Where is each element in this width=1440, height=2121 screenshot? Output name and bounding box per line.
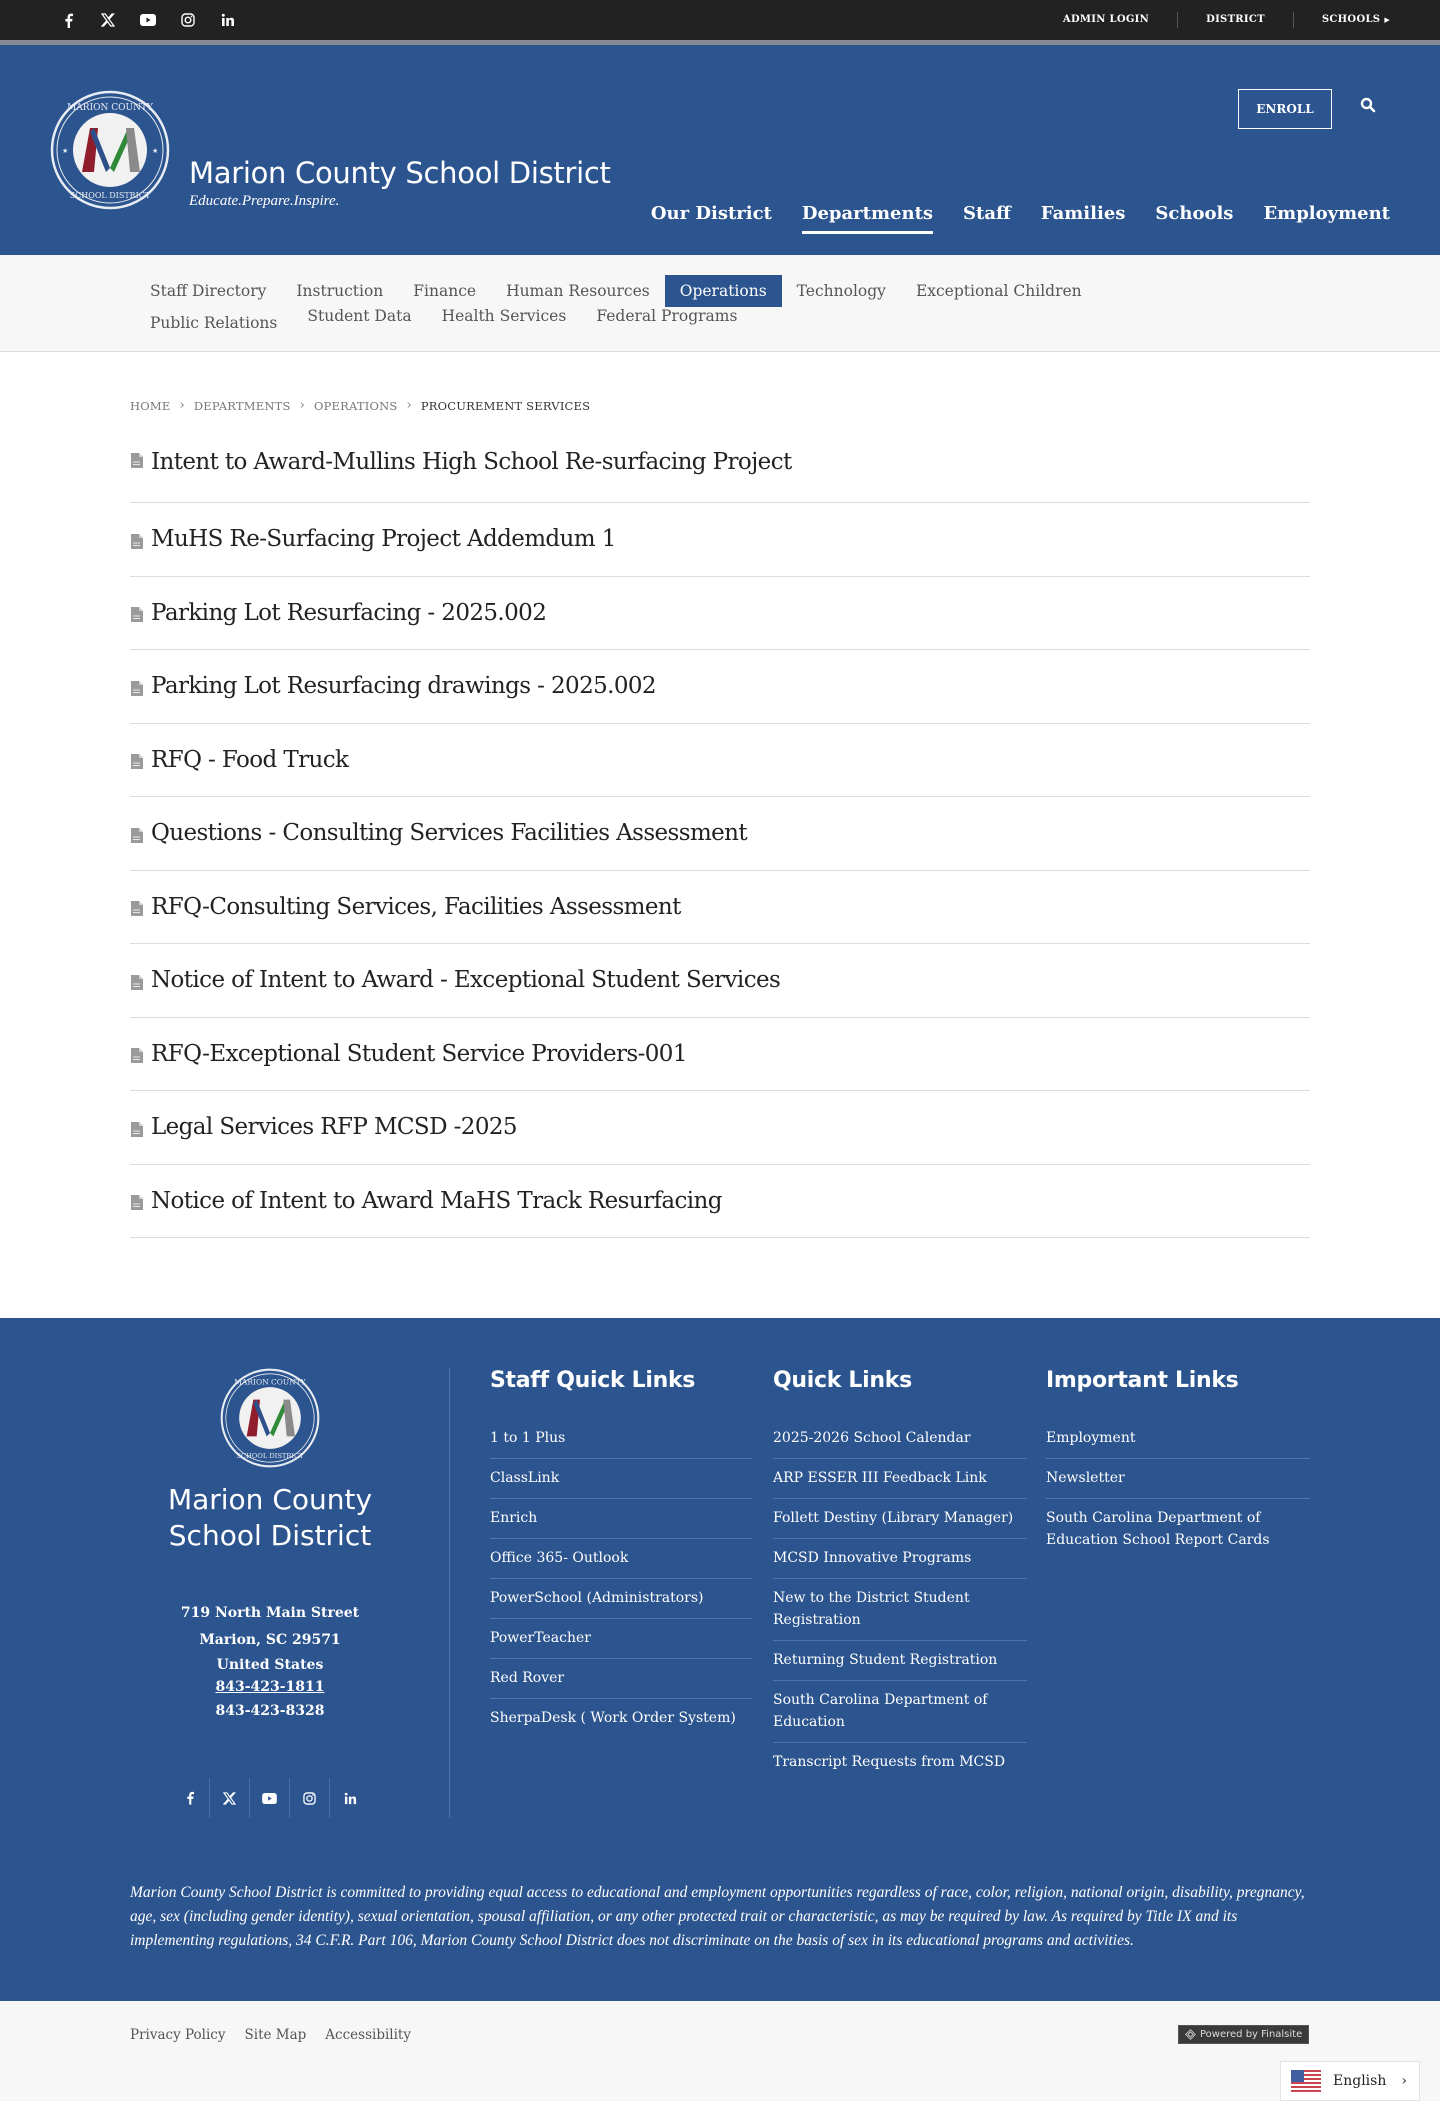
subnav-federal-programs[interactable]: Federal Programs [596,307,738,325]
youtube-icon[interactable] [140,12,156,28]
document-link[interactable] [130,724,1310,798]
footer-seal-logo[interactable] [220,1368,320,1468]
subnav-public-relations[interactable]: Public Relations [150,314,278,332]
document-icon [130,1122,143,1137]
address-city: Marion, SC 29571 [199,1632,341,1648]
staff-link[interactable]: PowerSchool (Administrators) [490,1579,752,1619]
nondiscrimination-statement: Marion County School District is committed to providing equal access to educational and employment opportunities regardless of race, color, religion, national origin, disability, pregnancy, age, sex (including gender identity), sexual orientation, spousal affiliation, or any other protected trait or characteristic, as may be required by law. As required by Title IX and its implementing regulations, 34 C.F.R. Part 106, Marion County School District does not discriminate on the basis of sex in its educational programs and activities. [130,1884,1305,1949]
instagram-icon[interactable] [290,1778,330,1818]
svg-text:SCHOOL DISTRICT: SCHOOL DISTRICT [236,1452,304,1460]
linkedin-icon[interactable] [330,1778,370,1818]
staff-quick-links [490,1368,752,1738]
staff-link[interactable]: Office 365- Outlook [490,1539,752,1579]
important-link[interactable]: South Carolina Department of Education School Report Cards [1046,1510,1270,1548]
quick-link[interactable]: Transcript Requests from MCSD [773,1754,1006,1770]
quick-link[interactable]: MCSD Innovative Programs [773,1539,1027,1579]
utility-links [1035,12,1390,28]
svg-text:MARION COUNTY: MARION COUNTY [234,1377,306,1387]
powered-by-label: Powered by Finalsite [1200,2029,1303,2040]
breadcrumb-departments[interactable]: DEPARTMENTS [193,398,291,413]
svg-text:MARION COUNTY: MARION COUNTY [67,103,153,113]
document-title: Parking Lot Resurfacing drawings - 2025.002 [151,673,656,700]
important-links [1046,1368,1310,1560]
fax-number: 843-423-8328 [215,1703,325,1719]
footer-address [130,1600,410,1725]
quick-link[interactable]: New to the District Student Registration [773,1579,1027,1641]
staff-link[interactable]: ClassLink [490,1459,752,1499]
document-title: Legal Services RFP MCSD -2025 [151,1114,517,1141]
subnav-finance[interactable]: Finance [413,282,477,300]
site-footer [0,1318,1440,2001]
document-link[interactable] [130,443,1310,503]
nav-families[interactable]: Families [1040,203,1126,224]
document-icon [130,607,143,622]
document-link[interactable] [130,1018,1310,1092]
site-header [0,45,1440,255]
accessibility-link[interactable]: Accessibility [325,2027,411,2043]
document-icon [130,534,143,549]
subnav-exceptional-children[interactable]: Exceptional Children [915,282,1082,300]
district-seal-logo[interactable] [50,90,170,210]
breadcrumb-operations[interactable]: OPERATIONS [313,398,398,413]
document-icon [130,828,143,843]
search-icon[interactable] [1360,97,1380,117]
x-twitter-icon[interactable] [100,12,116,28]
main-nav [651,203,1390,234]
quick-links [773,1368,1027,1782]
staff-link[interactable]: SherpaDesk ( Work Order System) [490,1710,736,1726]
us-flag-icon [1291,2070,1321,2092]
document-icon [130,453,143,468]
breadcrumb-home[interactable]: HOME [130,398,171,413]
document-title: RFQ - Food Truck [151,746,349,773]
nav-staff[interactable]: Staff [963,203,1011,224]
quick-link[interactable]: Follett Destiny (Library Manager) [773,1499,1027,1539]
document-link[interactable] [130,577,1310,651]
document-link[interactable] [130,503,1310,577]
document-icon [130,975,143,990]
admin-login-link[interactable]: ADMIN LOGIN [1035,12,1178,28]
district-link[interactable]: DISTRICT [1178,12,1294,28]
document-title: RFQ-Consulting Services, Facilities Assessment [151,893,681,920]
svg-text:★: ★ [152,147,159,155]
staff-link[interactable]: 1 to 1 Plus [490,1419,752,1459]
quick-link[interactable]: ARP ESSER III Feedback Link [773,1459,1027,1499]
privacy-policy-link[interactable]: Privacy Policy [130,2027,226,2043]
chevron-right-icon: › [299,398,305,413]
document-link[interactable] [130,944,1310,1018]
enroll-button[interactable]: ENROLL [1238,89,1332,129]
nav-our-district[interactable]: Our District [650,203,772,224]
document-icon [130,1195,143,1210]
document-link[interactable] [130,650,1310,724]
department-subnav [0,255,1440,352]
nav-schools[interactable]: Schools [1155,203,1234,224]
x-twitter-icon[interactable] [210,1778,250,1818]
document-title: Questions - Consulting Services Facilities Assessment [151,820,748,847]
document-link[interactable] [130,797,1310,871]
document-link[interactable] [130,871,1310,945]
site-map-link[interactable]: Site Map [244,2027,307,2043]
schools-label: SCHOOLS [1321,14,1381,25]
quick-link[interactable]: Returning Student Registration [773,1641,1027,1681]
youtube-icon[interactable] [250,1778,290,1818]
document-title: Notice of Intent to Award - Exceptional Student Services [151,967,781,994]
footer-name-line1: Marion County [167,1483,373,1516]
facebook-icon[interactable] [60,12,76,28]
subnav-human-resources[interactable]: Human Resources [506,282,650,300]
facebook-icon[interactable] [170,1778,210,1818]
nav-employment[interactable]: Employment [1263,203,1390,224]
document-link[interactable] [130,1165,1310,1239]
caret-right-icon: ▶ [1384,15,1390,24]
document-title: RFQ-Exceptional Student Service Providers-001 [151,1040,687,1067]
document-icon [130,901,143,916]
chevron-right-icon: › [1401,2073,1407,2089]
footer-social-links [170,1778,370,1818]
language-selector[interactable] [1280,2061,1420,2101]
utility-bar [0,0,1440,40]
bottom-bar [0,2001,1440,2101]
quick-link[interactable]: South Carolina Department of Education [773,1681,1027,1743]
svg-text:SCHOOL DISTRICT: SCHOOL DISTRICT [69,191,151,200]
staff-link[interactable]: Enrich [490,1499,752,1539]
subnav-technology[interactable]: Technology [796,282,886,300]
staff-quick-links-title: Staff Quick Links [490,1368,696,1393]
important-link[interactable]: Employment [1046,1419,1310,1459]
quick-links-title: Quick Links [773,1368,912,1393]
address-street: 719 North Main Street [180,1605,360,1621]
linkedin-icon[interactable] [220,12,236,28]
svg-text:★: ★ [62,147,69,155]
nav-departments[interactable]: Departments [802,203,933,234]
important-links-title: Important Links [1046,1368,1239,1393]
finalsite-logo-icon [1185,2029,1196,2040]
footer-divider [449,1368,450,1818]
chevron-right-icon: › [179,398,185,413]
document-icon [130,681,143,696]
subnav-instruction[interactable]: Instruction [296,282,384,300]
brand [189,156,611,210]
address-country: United States [216,1657,324,1673]
powered-by-finalsite-badge[interactable] [1178,2025,1309,2044]
subnav-staff-directory[interactable]: Staff Directory [150,282,267,300]
document-link[interactable] [130,1091,1310,1165]
subnav-operations[interactable]: Operations [665,275,782,307]
document-title: Parking Lot Resurfacing - 2025.002 [151,599,547,626]
staff-link[interactable]: Red Rover [490,1659,752,1699]
quick-link[interactable]: 2025-2026 School Calendar [773,1419,1027,1459]
legal-links [130,2027,411,2043]
document-icon [130,1048,143,1063]
important-link[interactable]: Newsletter [1046,1459,1310,1499]
breadcrumb [130,398,1440,413]
site-tagline: Educate.Prepare.Inspire. [189,193,340,209]
footer-district-name [130,1482,410,1554]
footer-contact [130,1368,410,1725]
subnav-student-data[interactable]: Student Data [307,307,412,325]
document-title: Intent to Award-Mullins High School Re-surfacing Project [151,449,792,475]
phone-link[interactable]: 843-423-1811 [215,1679,325,1695]
document-title: MuHS Re-Surfacing Project Addemdum 1 [151,526,616,553]
staff-link[interactable]: PowerTeacher [490,1619,752,1659]
breadcrumb-current: PROCUREMENT SERVICES [420,398,591,413]
social-links [60,12,236,28]
chevron-right-icon: › [406,398,412,413]
instagram-icon[interactable] [180,12,196,28]
document-list [130,443,1310,1238]
document-icon [130,754,143,769]
site-title[interactable]: Marion County School District [189,156,611,190]
footer-name-line2: School District [168,1519,372,1552]
language-label: English [1333,2073,1387,2089]
schools-dropdown[interactable] [1294,12,1390,28]
document-title: Notice of Intent to Award MaHS Track Resurfacing [151,1187,722,1214]
subnav-health-services[interactable]: Health Services [441,307,567,325]
